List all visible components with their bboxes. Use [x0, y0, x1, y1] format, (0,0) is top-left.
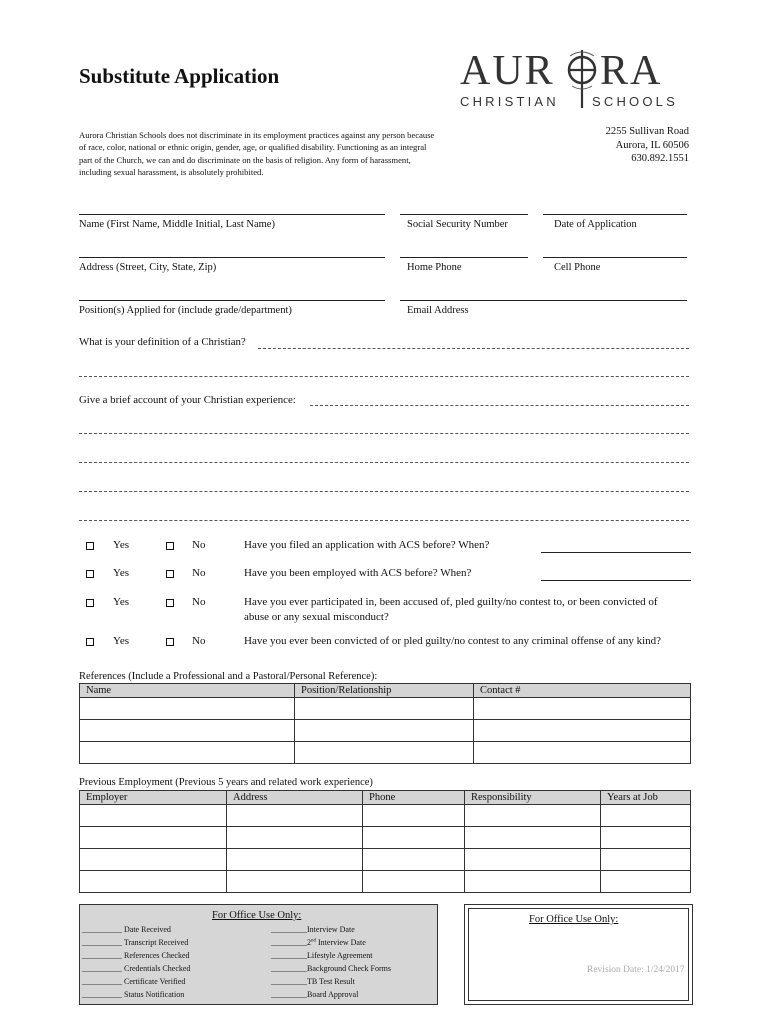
reference-2-name-cell[interactable] [80, 720, 295, 742]
reference-2-contact-cell[interactable] [474, 720, 691, 742]
office-item: _________TB Test Result [271, 977, 355, 986]
employment-cell[interactable] [601, 849, 691, 871]
q2-yes-checkbox[interactable] [86, 570, 94, 578]
employment-cell[interactable] [363, 805, 465, 827]
reference-2-position-cell[interactable] [295, 720, 474, 742]
employment-cell[interactable] [465, 871, 601, 893]
office-use-heading: For Office Use Only: [212, 910, 302, 921]
q4-yes-checkbox[interactable] [86, 638, 94, 646]
revision-date: Revision Date: 1/24/2017 [587, 965, 685, 975]
reference-3-name-cell[interactable] [80, 742, 295, 764]
employment-cell[interactable] [227, 849, 363, 871]
office-item: _________2nd Interview Date [271, 938, 366, 947]
office-item: _________Lifestyle Agreement [271, 951, 373, 960]
office-item: _________Board Approval [271, 990, 359, 999]
q1-yes-checkbox[interactable] [86, 542, 94, 550]
address-field[interactable] [79, 257, 385, 258]
office-item: __________ Certificate Verified [82, 977, 186, 986]
q4-no-label: No [192, 635, 206, 647]
svg-text:AUR: AUR [460, 48, 555, 94]
experience-answer-line-3[interactable] [79, 462, 689, 463]
employment-cell[interactable] [363, 871, 465, 893]
references-col-contact: Contact # [474, 684, 691, 698]
q2-yes-label: Yes [113, 567, 130, 579]
employment-table [79, 790, 691, 893]
office-item: __________ Transcript Received [82, 938, 189, 947]
q2-text: Have you been employed with ACS before? When? [244, 567, 472, 579]
school-phone: 630.892.1551 [631, 153, 689, 164]
employment-cell[interactable] [227, 871, 363, 893]
employment-col-years: Years at Job [601, 791, 691, 805]
q2-no-label: No [192, 567, 206, 579]
office-item: _________Interview Date [271, 925, 355, 934]
address-line-1: 2255 Sullivan Road [605, 126, 689, 137]
q4-yes-label: Yes [113, 635, 130, 647]
employment-cell[interactable] [465, 849, 601, 871]
experience-answer-line-2[interactable] [79, 433, 689, 434]
table-row [80, 827, 691, 849]
employment-cell[interactable] [80, 871, 227, 893]
date-of-application-label: Date of Application [554, 219, 637, 230]
address-label: Address (Street, City, State, Zip) [79, 262, 217, 273]
office-item: __________ Credentials Checked [82, 964, 191, 973]
cell-phone-field[interactable] [543, 257, 687, 258]
employment-cell[interactable] [80, 849, 227, 871]
reference-3-position-cell[interactable] [295, 742, 474, 764]
experience-question: Give a brief account of your Christian experience: [79, 394, 296, 406]
q3-text: Have you ever participated in, been accused of, pled guilty/no contest to, or been convicted of abuse or any sexual misconduct? [244, 596, 658, 623]
employment-cell[interactable] [601, 805, 691, 827]
q3-yes-checkbox[interactable] [86, 599, 94, 607]
q3-yes-label: Yes [113, 596, 130, 608]
svg-text:RA: RA [600, 48, 663, 94]
employment-cell[interactable] [601, 827, 691, 849]
office-use-checklist [79, 904, 438, 1005]
experience-answer-line-4[interactable] [79, 491, 689, 492]
q4-text: Have you ever been convicted of or pled guilty/no contest to any criminal offense of any kind? [244, 635, 662, 647]
office-item: __________ Status Notification [82, 990, 185, 999]
date-of-application-field[interactable] [543, 214, 687, 215]
office-item: _________Background Check Forms [271, 964, 391, 973]
q1-when-field[interactable] [541, 552, 691, 553]
references-col-position: Position/Relationship [295, 684, 474, 698]
ssn-field[interactable] [400, 214, 528, 215]
employment-cell[interactable] [601, 871, 691, 893]
definition-answer-line-2[interactable] [79, 376, 689, 377]
reference-1-position-cell[interactable] [295, 698, 474, 720]
experience-answer-line-5[interactable] [79, 520, 689, 521]
table-row [80, 871, 691, 893]
reference-1-contact-cell[interactable] [474, 698, 691, 720]
positions-field[interactable] [79, 300, 385, 301]
cell-phone-label: Cell Phone [554, 262, 601, 273]
employment-cell[interactable] [80, 827, 227, 849]
employment-cell[interactable] [227, 805, 363, 827]
positions-label: Position(s) Applied for (include grade/department) [79, 305, 292, 316]
employment-col-address: Address [227, 791, 363, 805]
q4-no-checkbox[interactable] [166, 638, 174, 646]
page-title: Substitute Application [79, 64, 280, 88]
references-heading: References (Include a Professional and a Pastoral/Personal Reference): [79, 671, 378, 682]
office-use-notes-box [464, 904, 693, 1005]
q2-no-checkbox[interactable] [166, 570, 174, 578]
svg-text:SCHOOLS: SCHOOLS [592, 94, 678, 109]
ssn-label: Social Security Number [407, 219, 508, 230]
office-item: __________ References Checked [82, 951, 190, 960]
employment-cell[interactable] [363, 827, 465, 849]
office-use-heading-2: For Office Use Only: [529, 914, 619, 925]
table-row [80, 849, 691, 871]
employment-cell[interactable] [465, 805, 601, 827]
email-field[interactable] [400, 300, 687, 301]
employment-cell[interactable] [80, 805, 227, 827]
school-address [606, 125, 689, 166]
aurora-logo [458, 48, 694, 110]
q1-text: Have you filed an application with ACS before? When? [244, 539, 490, 551]
q3-no-label: No [192, 596, 206, 608]
q2-when-field[interactable] [541, 580, 691, 581]
employment-col-responsibility: Responsibility [465, 791, 601, 805]
office-item: __________ Date Received [82, 925, 171, 934]
references-col-name: Name [80, 684, 295, 698]
q1-no-label: No [192, 539, 206, 551]
references-table [79, 683, 691, 764]
definition-answer-line-1[interactable] [258, 348, 689, 349]
svg-text:CHRISTIAN: CHRISTIAN [460, 94, 559, 109]
employment-col-phone: Phone [363, 791, 465, 805]
employment-heading: Previous Employment (Previous 5 years and related work experience) [79, 777, 373, 788]
name-label: Name (First Name, Middle Initial, Last Name) [79, 219, 275, 230]
non-discrimination-notice: Aurora Christian Schools does not discriminate in its employment practices against any person because of race, color, national or ethnic origin, gender, age, or qualified disability. Functioning as an integral part of the Church, we can and do discriminate on the basis of religion. Any form of harassment, including sexual harassment, is absolutely prohibited. [79, 130, 435, 177]
q1-yes-label: Yes [113, 539, 130, 551]
employment-cell[interactable] [465, 827, 601, 849]
employment-cell[interactable] [363, 849, 465, 871]
q1-no-checkbox[interactable] [166, 542, 174, 550]
table-row [80, 742, 691, 764]
employment-col-employer: Employer [80, 791, 227, 805]
address-line-2: Aurora, IL 60506 [615, 139, 689, 151]
table-row [80, 698, 691, 720]
employment-cell[interactable] [227, 827, 363, 849]
table-row [80, 720, 691, 742]
reference-1-name-cell[interactable] [80, 698, 295, 720]
q3-no-checkbox[interactable] [166, 599, 174, 607]
definition-question: What is your definition of a Christian? [79, 336, 246, 348]
experience-answer-line-1[interactable] [310, 405, 689, 406]
table-row [80, 805, 691, 827]
reference-3-contact-cell[interactable] [474, 742, 691, 764]
name-field[interactable] [79, 214, 385, 215]
home-phone-label: Home Phone [407, 262, 462, 273]
home-phone-field[interactable] [400, 257, 528, 258]
email-label: Email Address [407, 305, 469, 316]
